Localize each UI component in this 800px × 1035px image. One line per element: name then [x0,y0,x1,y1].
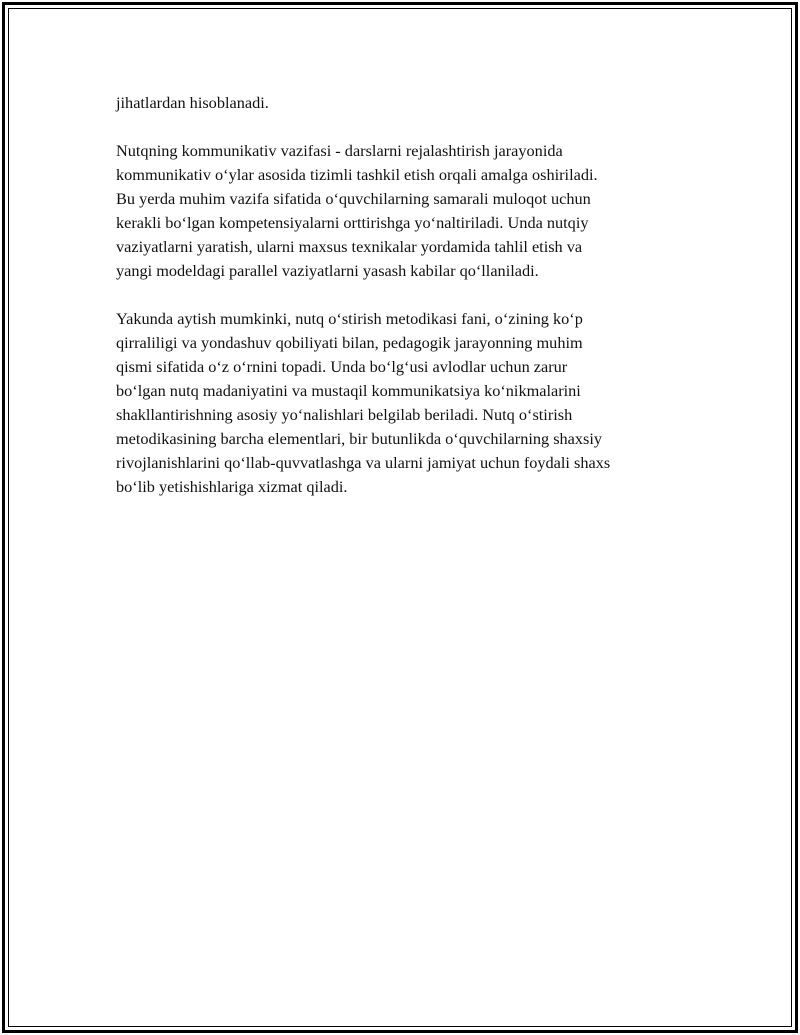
paragraph-line: jihatlardan hisoblanadi. [116,93,269,112]
paragraph-line: qirraliligi va yondashuv qobiliyati bilan, pedagogik jarayonning muhim [116,333,583,352]
paragraph-2 [116,139,696,283]
paragraph-line: shakllantirishning asosiy yo‘nalishlari belgilab beriladi. Nutq o‘stirish [116,405,573,424]
paragraph-line: metodikasining barcha elementlari, bir butunlikda o‘quvchilarning shaxsiy [116,429,603,448]
paragraph-line: yangi modeldagi parallel vaziyatlarni yasash kabilar qo‘llaniladi. [116,261,539,280]
paragraph-line: Yakunda aytish mumkinki, nutq o‘stirish metodikasi fani, o‘zining ko‘p [116,309,583,328]
document-body [116,91,696,499]
paragraph-1 [116,91,696,115]
paragraph-3 [116,307,696,499]
paragraph-line: qismi sifatida o‘z o‘rnini topadi. Unda bo‘lg‘usi avlodlar uchun zarur [116,357,568,376]
paragraph-line: bo‘lib yetishishlariga xizmat qiladi. [116,477,348,496]
paragraph-line: bo‘lgan nutq madaniyatini va mustaqil kommunikatsiya ko‘nikmalarini [116,381,581,400]
paragraph-line: Bu yerda muhim vazifa sifatida o‘quvchilarning samarali muloqot uchun [116,189,591,208]
paragraph-line: rivojlanishlarini qo‘llab-quvvatlashga va ularni jamiyat uchun foydali shaxs [116,453,611,472]
paragraph-line: Nutqning kommunikativ vazifasi - darslarni rejalashtirish jarayonida [116,141,563,160]
paragraph-line: kerakli bo‘lgan kompetensiyalarni orttirishga yo‘naltiriladi. Unda nutqiy [116,213,589,232]
paragraph-line: vaziyatlarni yaratish, ularni maxsus texnikalar yordamida tahlil etish va [116,237,583,256]
paragraph-line: kommunikativ o‘ylar asosida tizimli tashkil etish orqali amalga oshiriladi. [116,165,598,184]
